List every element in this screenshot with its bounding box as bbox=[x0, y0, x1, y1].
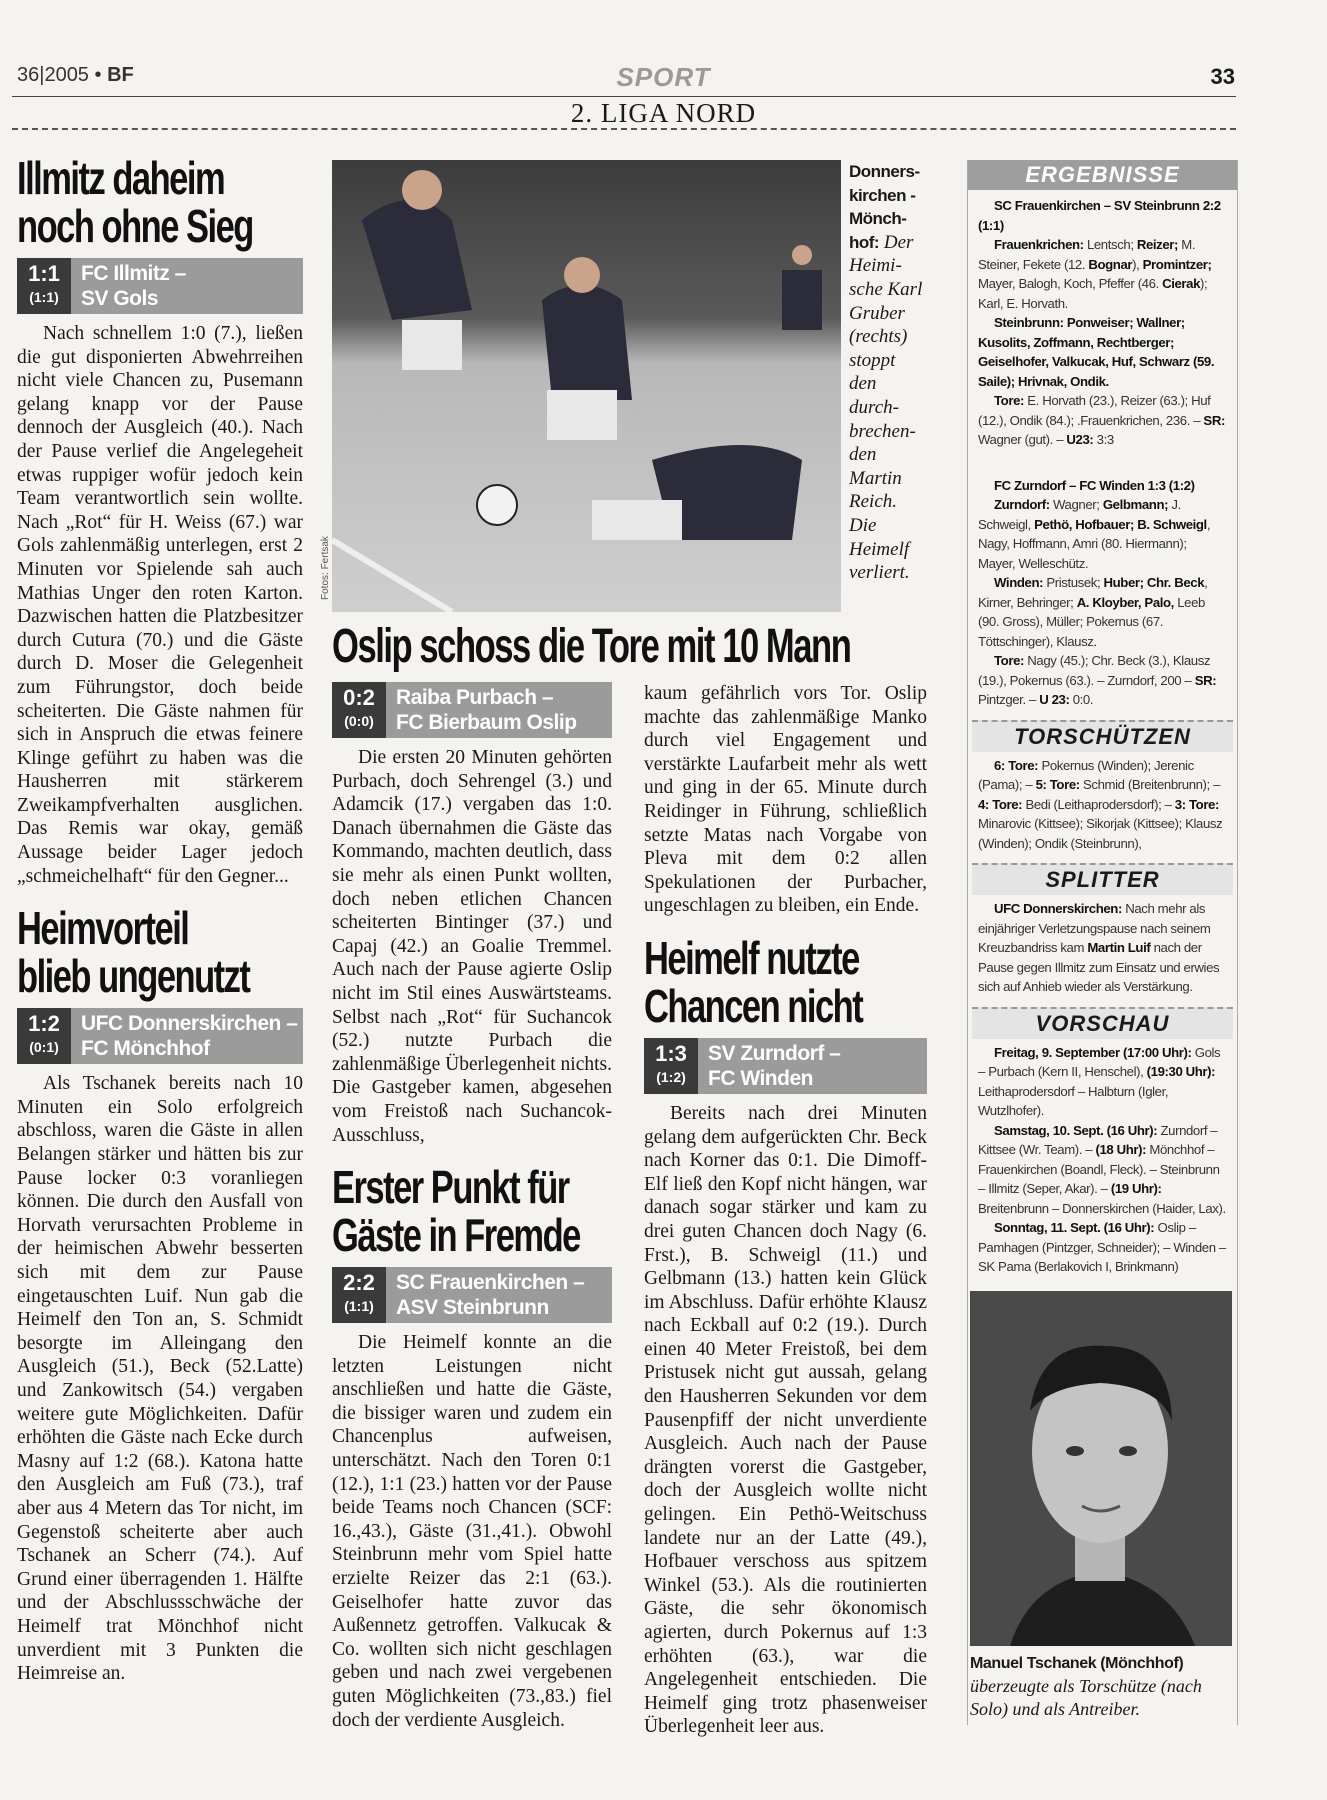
league-title: 2. LIGA NORD bbox=[570, 98, 757, 128]
match-photo bbox=[332, 160, 841, 612]
away-team: SV Gols bbox=[81, 287, 159, 310]
bold-text: Steinbrunn: Ponweiser; Wallner; Kusolits, Zoffmann, Rechtberger; Geiselhofer, Valkucak, Huf, Schwarz (59. Saile); Hrivnak, Ondik. bbox=[978, 315, 1215, 389]
page-number: 33 bbox=[1210, 64, 1235, 89]
text: Schmid (Breitenbrunn); – bbox=[1083, 777, 1221, 792]
portrait-text: überzeugte als Torschütze (nach Solo) und als Antreiber. bbox=[970, 1675, 1202, 1719]
middle-column-a bbox=[332, 682, 612, 1755]
away-team: FC Winden bbox=[708, 1066, 813, 1090]
headline-oslip: Oslip schoss die Tore mit 10 Mann bbox=[332, 620, 851, 673]
bold-text: Martin Luif bbox=[1087, 940, 1154, 955]
bold-text: Tore: bbox=[994, 653, 1028, 668]
halftime-score: (0:1) bbox=[29, 1039, 59, 1056]
home-team: SV Zurndorf – bbox=[708, 1041, 841, 1065]
text: Nach mehr als einjähriger Verletzungspause nach seinem Kreuzbandriss kam bbox=[978, 901, 1211, 955]
text: Mönchhof – Frauenkirchen (Boandl, Fleck). – Steinbrunn – Illmitz (Seper, Akar). – bbox=[978, 1142, 1220, 1196]
text: Oslip – Pamhagen (Pintzger, Schneider); – Winden – SK Pama (Berlakovich I, Brinkmann) bbox=[978, 1220, 1226, 1274]
middle-area bbox=[332, 160, 927, 1755]
final-score: 1:2 bbox=[28, 1011, 60, 1037]
home-team: FC Illmitz – bbox=[81, 262, 186, 285]
photo-caption bbox=[849, 160, 927, 612]
player-portrait bbox=[970, 1291, 1232, 1646]
text: Bedi (Leithaprodersdorf); – bbox=[1025, 796, 1175, 812]
final-score: 0:2 bbox=[343, 685, 375, 710]
bold-text: Zurndorf: bbox=[994, 497, 1053, 512]
portrait-caption bbox=[968, 1646, 1234, 1725]
middle-column-b bbox=[644, 682, 927, 1755]
publication-name: BF bbox=[107, 64, 134, 86]
bold-text: SC Frauenkirchen – SV Steinbrunn 2:2 (1:1) bbox=[978, 198, 1221, 233]
bold-text: Huber; Chr. Beck bbox=[1103, 575, 1205, 590]
sidebar-paragraph bbox=[978, 1043, 1227, 1121]
results-sidebar bbox=[967, 160, 1238, 1725]
text: M. Steiner, Fekete (12. bbox=[978, 237, 1196, 272]
bold-text: SR: bbox=[1203, 412, 1225, 428]
score-box bbox=[332, 682, 612, 738]
bold-text: Freitag, 9. September (17:00 Uhr): bbox=[994, 1044, 1195, 1060]
sidebar-paragraph bbox=[978, 573, 1227, 651]
sidebar-paragraph bbox=[978, 391, 1227, 450]
text: ), bbox=[1132, 256, 1143, 272]
sidebar-paragraph bbox=[978, 235, 1227, 313]
bold-text: Samstag, 10. Sept. (16 Uhr): bbox=[994, 1122, 1161, 1138]
text: , Kirner, Behringer; bbox=[978, 575, 1208, 610]
final-score: 1:3 bbox=[655, 1040, 687, 1066]
sidebar-paragraph bbox=[978, 899, 1227, 997]
bold-text: (19 Uhr): bbox=[1110, 1181, 1162, 1196]
photo-credit: Fotos: Fertsak bbox=[320, 536, 331, 600]
issue-number: 36|2005 bbox=[17, 64, 89, 86]
bold-text: Pethö, Hofbauer; B. Schweigl bbox=[1034, 516, 1207, 532]
sidebar-paragraph bbox=[978, 1121, 1227, 1219]
splitter-text bbox=[968, 895, 1237, 997]
away-team: FC Mönchhof bbox=[81, 1037, 210, 1061]
bold-text: Promintzer; bbox=[1142, 256, 1212, 272]
header-rule bbox=[12, 96, 1236, 97]
article-body: Als Tschanek bereits nach 10 Minuten ein Solo erfolgreich abschloss, waren die Gäste in allen Belangen stärker und hätten bis zur Pause locker 0:3 voranliegen können. Die durch den Ausfall von Horvath verursachten Probleme in der heimischen Abwehr besserten sich mit dem zur Pause eingetauschten Luif. Nun gab die Heimelf den Ton an, S. Schmidt besorgte im Alleingang den Ausgleich (51.), Beck (52.Latte) und Zankowitsch (54.) vergaben weitere gute Möglichkeiten. Dafür erhöhten die Gäste nach Ecke durch Masny auf 1:2 (68.). Katona hatte den Ausgleich am Fuß (73.), traf aber aus 4 Metern das Tor nicht, im Gegenstoß scheiterte aber auch Tschanek an Scherr (74.). Auf Grund einer überragenden 1. Hälfte und der Abschlussschwäche der Heimelf trat Mönchhof nicht unverdient mit 3 Punkten die Heimreise an. bbox=[17, 1073, 303, 1685]
score-box bbox=[17, 258, 303, 314]
article-body: Nach schnellem 1:0 (7.), ließen die gut disponierten Abwehrreihen nicht viele Chancen zu, Pusemann gelang knapp vor der Pause dennoch der Ausgleich (40.). Nach der Pause verlief die Angelegeheit etwas ruppiger wofür jedoch kein Team verantwortlich sein wollte. Nach „Rot“ für H. Weiss (67.) war Gols zahlenmäßig unterlegen, erst 2 Minuten vor Spielende sah auch Mathias Unger den roten Karton. Dazwischen hatten die Platzbesitzer durch Cutura (70.) und die Gäste durch D. Moser die Gelegenheit zum Führungstor, doch beide scheiterten. Die Gäste nahmen für sich in Anspruch die etwas feinere Klinge geführt zu haben was die Hausherren mit stärkerem Zweikampfverhalten ausglichen. Das Remis war okay, gemäß Aussage beider Lager jedoch „schmeichelhaft“ für den Gegner... bbox=[17, 323, 303, 887]
preview-list bbox=[968, 1039, 1237, 1277]
text: Nagy (45.); Chr. Beck (3.), Klausz (19.), Pokernus (63.). – Zurndorf, 200 – bbox=[978, 653, 1211, 688]
bold-text: (18 Uhr): bbox=[1095, 1142, 1150, 1157]
away-team: FC Bierbaum Oslip bbox=[396, 711, 577, 734]
text: J. Schweigl, bbox=[978, 497, 1181, 532]
vorschau-heading: VORSCHAU bbox=[972, 1007, 1233, 1039]
article-body-continued: kaum gefährlich vors Tor. Oslip machte das zahlenmäßige Manko durch viel Engagement und verstärkte Laufarbeit mehr als wett und ging in der 65. Minute durch Reidinger in Führung, schließlich setzte Matas nach Vorgabe von Pleva mit dem 0:2 allen Spekulationen der Purbacher, ungeschlagen zu bleiben, ein Ende. bbox=[644, 683, 927, 917]
bold-text: Reizer; bbox=[1136, 237, 1182, 252]
text: Leithaprodersdorf – Halbturn (Igler, Wutzlhofer). bbox=[978, 1083, 1169, 1118]
results-list bbox=[968, 190, 1237, 710]
bold-text: Bognar bbox=[1088, 256, 1133, 272]
article-body: Bereits nach drei Minuten gelang dem aufgerückten Chr. Beck nach Korner das 0:1. Die Dimoff-Elf ließ den Kopf nicht hängen, war danach sogar stärker und kam zu drei guten Chancen doch Nagy (6. Frst.), B. Schweigl (11.) und Gelbmann (13.) hatten kein Glück im Abschluss. Dafür erhöhte Klausz nach Eckball auf 0:2 (19.). Durch einen 40 Meter Freistoß, bei dem Pristusek nicht gut aussah, gelang den Hausherren Sekunden vor dem Pausenpfiff der nicht unverdiente Ausgleich. Auch nach der Pause drängten vorerst die Gastgeber, doch der Ausgleich wollte nicht gelingen. Ein Pethö-Weitschuss landete nur an der Latte (49.), Hofbauer verschoss aus spitzem Winkel (53.). Als die routinierten Gäste, die sehr ökonomisch agierten, durch Pokernus auf 1:3 erhöhten (63.), war die Angelegenheit entschieden. Die Heimelf ging trotz phasenweiser Überlegenheit leer aus. bbox=[644, 1102, 927, 1738]
text: Pintzger. – bbox=[978, 692, 1040, 707]
text: Leeb (90. Gross), Müller; Pokernus (67. Töttschinger), Klausz. bbox=[978, 594, 1205, 649]
headline: Erster Punkt für Gäste in Fremde bbox=[332, 1161, 580, 1262]
article-body: Die Heimelf konnte an die letzten Leistungen nicht anschließen und hatte die Gäste, die bissiger waren und zudem ein Chancenplus aufweisen, unterschätzt. Nach den Toren 0:1 (12.), 1:1 (23.) hatten vor der Pause beide Teams noch Chancen (SCF: 16.,43.), Gäste (31.,41.). Obwohl Steinbrunn mehr vom Spiel hatte erzielte Reizer das 2:1 (63.). Geiselhofer hatte zuvor das Außennetz getroffen. Valkucak & Co. wollten sich nicht geschlagen geben und nach zwei vergebenen guten Möglichkeiten (73.,83.) fiel doch der verdiente Ausgleich. bbox=[332, 1332, 612, 1731]
bold-text: UFC Donnerskirchen: bbox=[994, 901, 1126, 916]
text: Zurndorf – Kittsee (Wr. Team). – bbox=[978, 1122, 1218, 1157]
bold-text: FC Zurndorf – FC Winden 1:3 (1:2) bbox=[994, 477, 1195, 493]
home-team: Raiba Purbach – bbox=[396, 686, 554, 709]
sidebar-paragraph bbox=[978, 495, 1227, 573]
text: Wagner; bbox=[1053, 497, 1103, 512]
bold-text: Winden: bbox=[994, 575, 1047, 590]
bold-text: SR: bbox=[1194, 672, 1217, 688]
bold-text: A. Kloyber, Palo, bbox=[1076, 594, 1178, 610]
halftime-score: (1:2) bbox=[656, 1068, 686, 1085]
text: 3:3 bbox=[1096, 432, 1114, 447]
halftime-score: (1:1) bbox=[344, 1298, 374, 1315]
bold-text: Cierak bbox=[1162, 276, 1201, 291]
final-score: 2:2 bbox=[343, 1270, 375, 1296]
bold-text: 6: Tore: bbox=[994, 757, 1042, 773]
text: Pristusek; bbox=[1046, 575, 1104, 590]
bold-text: 4: Tore: bbox=[978, 796, 1026, 812]
text: Pokernus (Winden); Jerenic (Pama); – bbox=[978, 757, 1194, 792]
away-team: ASV Steinbrunn bbox=[396, 1296, 549, 1320]
bold-text: 3: Tore: bbox=[1174, 796, 1219, 812]
bold-text: U23: bbox=[1066, 432, 1097, 447]
text: , Nagy, Hoffmann, Amri (80. Hiermann); Mayer, Welleschütz. bbox=[978, 516, 1211, 571]
headline: Heimvorteil blieb ungenutzt bbox=[17, 902, 250, 1003]
headline: Heimelf nutzte Chancen nicht bbox=[644, 931, 863, 1032]
bold-text: Sonntag, 11. Sept. (16 Uhr): bbox=[994, 1220, 1158, 1235]
halftime-score: (0:0) bbox=[344, 713, 374, 729]
sidebar-paragraph bbox=[978, 313, 1227, 391]
text: Gols – Purbach (Kern II, Henschel), bbox=[978, 1044, 1221, 1079]
ergebnisse-heading: ERGEBNISSE bbox=[968, 160, 1237, 190]
bold-text: 5: Tore: bbox=[1035, 777, 1084, 792]
sidebar-paragraph bbox=[978, 651, 1227, 710]
portrait-name: Manuel Tschanek (Mönchhof) bbox=[970, 1654, 1184, 1672]
home-team: UFC Donnerskirchen – bbox=[81, 1012, 298, 1036]
final-score: 1:1 bbox=[28, 261, 60, 286]
headline: Illmitz daheim noch ohne Sieg bbox=[17, 152, 253, 252]
text: Minarovic (Kittsee); Sikorjak (Kittsee); Klausz (Winden); Ondik (Steinbrunn), bbox=[978, 816, 1223, 851]
score-box bbox=[17, 1008, 303, 1064]
bold-text: U 23: bbox=[1039, 692, 1073, 707]
bold-text: (19:30 Uhr): bbox=[1146, 1064, 1216, 1079]
sidebar-paragraph bbox=[978, 1218, 1227, 1277]
text: ); Karl, E. Horvath. bbox=[978, 276, 1208, 311]
sidebar-paragraph bbox=[978, 476, 1227, 496]
text: Mayer, Balogh, Koch, Pfeffer (46. bbox=[978, 276, 1163, 291]
article-body: Die ersten 20 Minuten gehörten Purbach, doch Sehrengel (3.) und Adamcik (17.) vergaben das 1:0. Danach übernahmen die Gäste das Kommando, machten deutlich, dass sie mehr als einen Punkt wollten, doch neben etlichen Chancen scheiterten Bintinger (37.) und Capaj (42.) an Goalie Tremmel. Auch nach der Pause agierte Oslip nicht im Stil eines Auswärtsteams. Selbst nach „Rot“ für Suchancok (52.) nutzte Purbach die zahlenmäßige Überlegenheit nichts. Die Gastgeber kamen, abgesehen vom Freistoß nach Suchancok-Ausschluss, bbox=[332, 747, 612, 1146]
score-box bbox=[644, 1038, 927, 1094]
home-team: SC Frauenkirchen – bbox=[396, 1271, 585, 1295]
text: Wagner (gut). – bbox=[978, 432, 1067, 447]
sidebar-paragraph bbox=[978, 756, 1227, 854]
bold-text: Tore: bbox=[994, 393, 1028, 408]
text: 0:0. bbox=[1072, 692, 1094, 707]
caption-text: Der Heimische Karl Gruber (rechts) stoppt den durchbrechenden Martin Reich. Die Heimelf verliert. bbox=[849, 231, 923, 584]
issue-info bbox=[17, 64, 134, 87]
text: E. Horvath (23.), Reizer (63.); Huf (12.), Ondik (84.); .Frauenkrichen, 236. – bbox=[978, 393, 1211, 428]
caption-title: Donnerskirchen - Mönchhof: bbox=[849, 162, 921, 252]
left-column bbox=[17, 154, 303, 1702]
bold-text: Gelbmann; bbox=[1102, 497, 1172, 512]
section-title: SPORT bbox=[616, 62, 711, 92]
text: Lentsch; bbox=[1086, 237, 1137, 252]
bold-text: Frauenkrichen: bbox=[994, 237, 1087, 252]
bullet: • bbox=[94, 64, 102, 86]
sidebar-paragraph bbox=[978, 196, 1227, 235]
text: nach der Pause gegen Illmitz zum Einsatz und erwies sich auf Anhieb wieder als Verstärkung. bbox=[978, 940, 1220, 994]
scorers-list bbox=[968, 752, 1237, 854]
score-box bbox=[332, 1267, 612, 1323]
halftime-score: (1:1) bbox=[29, 289, 59, 305]
header-dashed-rule bbox=[12, 128, 1236, 130]
splitter-heading: SPLITTER bbox=[972, 863, 1233, 895]
torschuetzen-heading: TORSCHÜTZEN bbox=[972, 720, 1233, 752]
text: Breitenbrunn – Donnerskirchen (Haider, Lax). bbox=[978, 1200, 1226, 1216]
